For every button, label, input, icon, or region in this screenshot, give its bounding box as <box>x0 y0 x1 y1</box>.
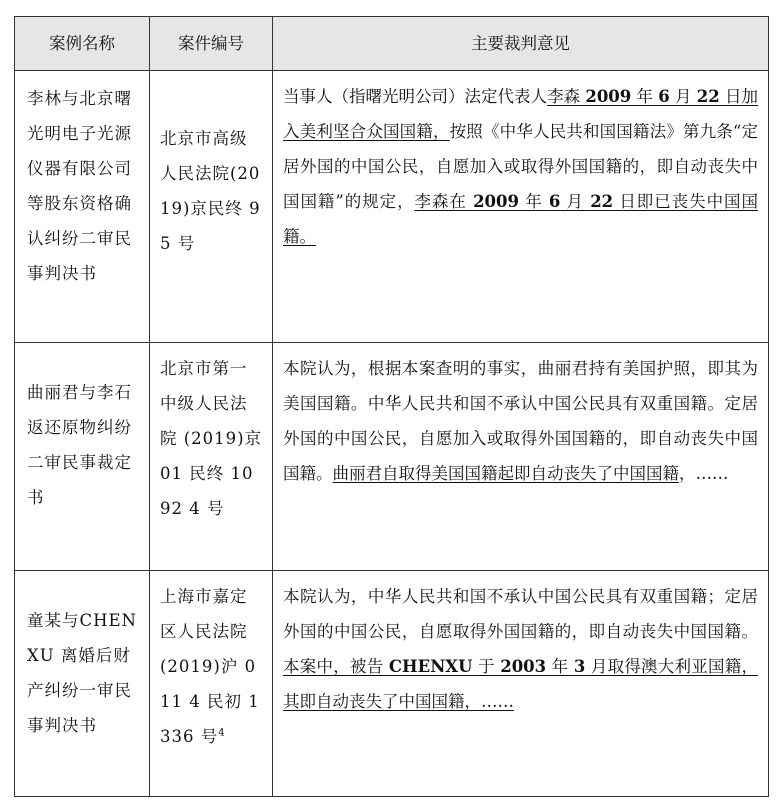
table-row <box>15 571 769 797</box>
case-name-cell: 童某与CHEN XU 离婚后财产纠纷一审民事判决书 <box>15 571 150 797</box>
opinion-cell <box>273 571 769 797</box>
header-row <box>15 17 769 71</box>
opinion-underlined-text: 李森在 2009 年 6 月 22 日即已丧失中国国籍。 <box>283 192 758 246</box>
opinion-cell <box>273 71 769 343</box>
case-table <box>14 16 769 797</box>
case-name-cell: 李林与北京曙光明电子光源仪器有限公司等股东资格确认纠纷二审民事判决书 <box>15 71 150 343</box>
case-number-cell: 北京市高级人民法院(2019)京民终 95 号 <box>150 71 273 343</box>
opinion-underlined-text: 李森 2009 年 6 月 22 日加入美利坚合众国国籍， <box>283 87 759 141</box>
opinion-text: ，…… <box>679 464 729 483</box>
opinion-text: 本院认为，中华人民共和国不承认中国公民具有双重国籍；定居外国的中国公民，自愿取得外国国籍的，即自动丧失中国国籍。 <box>283 587 758 641</box>
footnote-marker: 4 <box>218 727 226 739</box>
opinion-underlined-text: 曲丽君自取得美国国籍起即自动丧失了中国国籍 <box>332 464 679 483</box>
case-number-cell <box>150 571 273 797</box>
opinion-text: 按照《中华人民共和国国籍法》第九条“定居外国的中国公民，自愿加入或取得外国国籍的，即自动丧失中国国籍”的规定， <box>283 122 759 211</box>
opinion-text: 本院认为，根据本案查明的事实，曲丽君持有美国护照，即其为美国国籍。中华人民共和国不承认中国公民具有双重国籍。定居外国的中国公民，自愿加入或取得外国国籍的，即自动丧失中国国籍。 <box>283 359 758 483</box>
opinion-underlined-text: 本案中，被告 CHENXU 于 2003 年 3 月取得澳大利亚国籍，其即自动丧失了中国国籍，…… <box>283 657 758 711</box>
opinion-text: 当事人（指曙光明公司）法定代表人 <box>283 87 548 106</box>
table-row <box>15 71 769 343</box>
case-name-cell: 曲丽君与李石返还原物纠纷二审民事裁定书 <box>15 343 150 571</box>
header-case-name: 案例名称 <box>15 17 150 71</box>
case-number-text: 上海市嘉定区人民法院(2019)沪 011 4 民初 1336 号 <box>160 587 260 746</box>
case-number-cell: 北京市第一中级人民法院 (2019)京 01 民终 1092 4 号 <box>150 343 273 571</box>
table-row <box>15 343 769 571</box>
opinion-cell <box>273 343 769 571</box>
header-case-number: 案件编号 <box>150 17 273 71</box>
header-opinion: 主要裁判意见 <box>273 17 769 71</box>
